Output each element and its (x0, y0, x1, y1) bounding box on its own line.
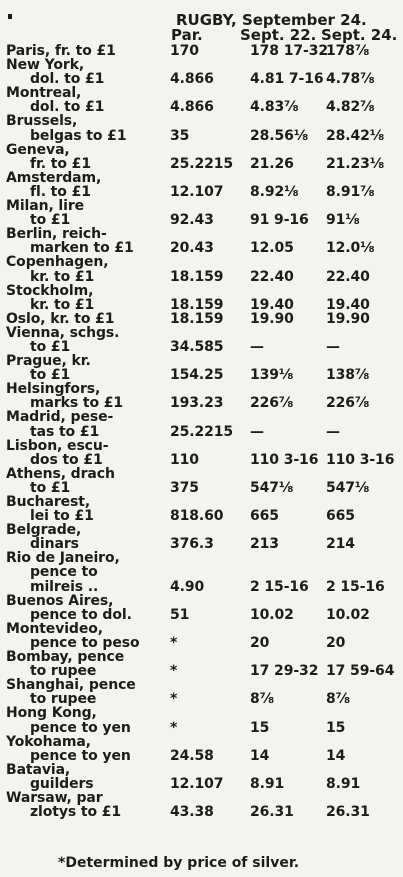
rate-row (0, 706, 403, 734)
currency-label: to rupee (30, 691, 97, 708)
par-value: 170 (170, 43, 199, 59)
exchange-rate-table (0, 44, 403, 819)
sept24-value: 21.23⅛ (326, 155, 385, 172)
column-header-sept24: Sept. 24. (321, 26, 398, 44)
rate-row (0, 227, 403, 255)
rate-row-line (0, 763, 403, 777)
currency-label: pence to (30, 564, 98, 581)
rate-row (0, 763, 403, 791)
sept22-value: 665 (250, 508, 279, 525)
rate-row-line (0, 749, 403, 763)
par-value: 376.3 (170, 536, 214, 553)
rate-row-line (0, 622, 403, 636)
rate-row-line (0, 382, 403, 396)
currency-label: Oslo, kr. to £1 (6, 310, 115, 327)
rate-row-line (0, 439, 403, 453)
rate-row-line (0, 425, 403, 439)
par-value: 154.25 (170, 367, 224, 384)
sept24-value: 2 15-16 (326, 578, 385, 595)
sept24-value: 91⅛ (326, 212, 360, 229)
sept24-value: 10.02 (326, 606, 370, 623)
currency-label: Copenhagen, (6, 254, 109, 271)
currency-label: Rio de Janeiro, (6, 550, 120, 567)
sept22-value: 8⅞ (250, 691, 275, 708)
currency-label: to rupee (30, 663, 97, 680)
rate-row-line (0, 467, 403, 481)
currency-label: Yokohama, (6, 733, 91, 750)
sept22-value: 28.56⅛ (250, 127, 309, 144)
par-value: * (170, 634, 178, 651)
sept24-value: 19.40 (326, 296, 370, 313)
sept24-value: 17 59-64 (326, 663, 395, 680)
sept22-value: 8.91 (250, 775, 285, 792)
currency-label: Shanghai, pence (6, 677, 136, 694)
par-value: 12.107 (170, 775, 224, 792)
rate-row-line (0, 58, 403, 72)
sept24-value: 26.31 (326, 804, 370, 821)
sept24-value: 20 (326, 634, 346, 651)
sept22-value: 8.92⅛ (250, 183, 299, 200)
currency-label: Montreal, (6, 85, 82, 102)
currency-label: marken to £1 (30, 240, 134, 257)
rate-row-line (0, 326, 403, 340)
par-value: 110 (170, 451, 199, 468)
sept24-value: 19.90 (326, 310, 370, 327)
rate-row (0, 523, 403, 551)
currency-label: dinars (30, 536, 79, 553)
par-value: 35 (170, 127, 190, 144)
currency-label: lei to £1 (30, 508, 94, 525)
rate-row-line (0, 721, 403, 735)
currency-label: Geneva, (6, 141, 70, 158)
rate-row-line (0, 284, 403, 298)
rate-row-line (0, 608, 403, 622)
rate-row-line (0, 664, 403, 678)
sept24-value: 4.78⅞ (326, 71, 375, 88)
sept24-value: 12.0⅛ (326, 240, 375, 257)
sept22-value: 226⅞ (250, 395, 294, 412)
rate-row (0, 86, 403, 114)
currency-label: fr. to £1 (30, 155, 91, 172)
rate-row (0, 143, 403, 171)
currency-label: pence to peso (30, 634, 140, 651)
par-value: 375 (170, 479, 199, 496)
rate-row (0, 650, 403, 678)
sept24-value: 226⅞ (326, 395, 370, 412)
rate-row-line (0, 241, 403, 255)
rate-row-line (0, 255, 403, 269)
sept22-value: 139⅛ (250, 367, 294, 384)
sept22-value: 26.31 (250, 804, 294, 821)
rate-row-line (0, 129, 403, 143)
currency-label: Prague, kr. (6, 353, 91, 370)
currency-label: fl. to £1 (30, 183, 91, 200)
sept24-value: 138⅞ (326, 367, 370, 384)
rate-row-line (0, 340, 403, 354)
rate-row (0, 171, 403, 199)
currency-label: dol. to £1 (30, 71, 105, 88)
currency-label: marks to £1 (30, 395, 124, 412)
currency-label: Amsterdam, (6, 169, 102, 186)
rate-row-line (0, 706, 403, 720)
rate-row (0, 735, 403, 763)
par-value: * (170, 691, 178, 708)
currency-label: Athens, drach (6, 465, 115, 482)
sept22-value: 19.90 (250, 310, 294, 327)
rate-row-line (0, 227, 403, 241)
currency-label: kr. to £1 (30, 268, 95, 285)
rate-row (0, 312, 403, 326)
sept24-value: 178⅞ (326, 43, 370, 59)
sept22-value: 20 (250, 634, 270, 651)
rate-row-line (0, 157, 403, 171)
rate-row (0, 255, 403, 283)
rate-row (0, 199, 403, 227)
rate-row (0, 495, 403, 523)
sept22-value: 213 (250, 536, 279, 553)
currency-label: to £1 (30, 367, 71, 384)
currency-label: dol. to £1 (30, 99, 105, 116)
par-value: 18.159 (170, 296, 224, 313)
sept22-value: 4.83⅞ (250, 99, 299, 116)
sept22-value: 10.02 (250, 606, 294, 623)
sept24-value: 547⅛ (326, 479, 370, 496)
rate-row-line (0, 185, 403, 199)
currency-label: belgas to £1 (30, 127, 127, 144)
rate-row-line (0, 312, 403, 326)
currency-label: Brussels, (6, 113, 78, 130)
par-value: * (170, 663, 178, 680)
par-value: 4.866 (170, 99, 214, 116)
rate-row-line (0, 565, 403, 579)
footnote: *Determined by price of silver. (58, 855, 300, 871)
currency-label: Vienna, schgs. (6, 324, 120, 341)
currency-label: Milan, lire (6, 198, 85, 215)
rate-row-line (0, 805, 403, 819)
rate-row (0, 284, 403, 312)
rate-row-line (0, 72, 403, 86)
sept24-value: 28.42⅛ (326, 127, 385, 144)
sept22-value: — (250, 338, 264, 355)
sept22-value: 2 15-16 (250, 578, 309, 595)
rate-row (0, 44, 403, 58)
currency-label: to £1 (30, 212, 71, 229)
par-value: 12.107 (170, 183, 224, 200)
rate-row-line (0, 114, 403, 128)
currency-label: kr. to £1 (30, 296, 95, 313)
par-value: 193.23 (170, 395, 224, 412)
currency-label: Hong Kong, (6, 705, 97, 722)
column-header-sept22: Sept. 22. (240, 26, 317, 44)
rate-row-line (0, 495, 403, 509)
currency-label: milreis .. (30, 578, 99, 595)
sept22-value: 12.05 (250, 240, 294, 257)
currency-label: Stockholm, (6, 282, 94, 299)
sept22-value: 17 29-32 (250, 663, 319, 680)
rate-row-line (0, 410, 403, 424)
par-value: 4.90 (170, 578, 205, 595)
par-value: 24.58 (170, 747, 214, 764)
rate-row-line (0, 650, 403, 664)
rate-row-line (0, 636, 403, 650)
par-value: 51 (170, 606, 190, 623)
rate-row-line (0, 735, 403, 749)
rate-row-line (0, 481, 403, 495)
rate-row-line (0, 354, 403, 368)
sept22-value: 19.40 (250, 296, 294, 313)
par-value: 25.2215 (170, 423, 234, 440)
rate-row-line (0, 199, 403, 213)
par-value: 34.585 (170, 338, 224, 355)
rate-row-line (0, 143, 403, 157)
currency-label: zlotys to £1 (30, 804, 122, 821)
currency-label: pence to yen (30, 747, 131, 764)
bullet-mark (8, 14, 12, 19)
sept24-value: 4.82⅞ (326, 99, 375, 116)
rate-row (0, 594, 403, 622)
currency-label: Buenos Aires, (6, 592, 114, 609)
rate-row-line (0, 213, 403, 227)
currency-label: Berlin, reich- (6, 226, 107, 243)
rate-row-line (0, 692, 403, 706)
par-value: 20.43 (170, 240, 214, 257)
rate-row-line (0, 86, 403, 100)
sept22-value: 547⅛ (250, 479, 294, 496)
rate-row (0, 354, 403, 382)
currency-label: guilders (30, 775, 94, 792)
currency-label: New York, (6, 57, 85, 74)
rate-row (0, 326, 403, 354)
currency-label: pence to yen (30, 719, 131, 736)
sept24-value: 22.40 (326, 268, 370, 285)
sept22-value: 91 9-16 (250, 212, 309, 229)
currency-label: Helsingfors, (6, 381, 101, 398)
sept24-value: 665 (326, 508, 355, 525)
rate-row-line (0, 44, 403, 58)
rate-row-line (0, 551, 403, 565)
rate-row (0, 410, 403, 438)
par-value: 25.2215 (170, 155, 234, 172)
par-value: 18.159 (170, 268, 224, 285)
sept24-value: 214 (326, 536, 355, 553)
rate-row-line (0, 594, 403, 608)
rate-row-line (0, 270, 403, 284)
rate-row (0, 58, 403, 86)
currency-label: to £1 (30, 338, 71, 355)
rate-row-line (0, 580, 403, 594)
currency-label: to £1 (30, 479, 71, 496)
sept22-value: — (250, 423, 264, 440)
rate-row (0, 622, 403, 650)
rate-row-line (0, 368, 403, 382)
currency-label: Paris, fr. to £1 (6, 43, 116, 59)
sept22-value: 178 17-32 (250, 43, 328, 59)
currency-label: Belgrade, (6, 522, 82, 539)
rate-row (0, 791, 403, 819)
rate-row-line (0, 171, 403, 185)
rate-row-line (0, 453, 403, 467)
sept24-value: — (326, 423, 340, 440)
par-value: 43.38 (170, 804, 214, 821)
currency-label: tas to £1 (30, 423, 100, 440)
par-value: 4.866 (170, 71, 214, 88)
currency-label: dos to £1 (30, 451, 103, 468)
par-value: 18.159 (170, 310, 224, 327)
currency-label: Bucharest, (6, 494, 91, 510)
sept22-value: 15 (250, 719, 270, 736)
rate-row (0, 439, 403, 467)
currency-label: Warsaw, par (6, 789, 103, 806)
rate-row (0, 551, 403, 593)
rate-row-line (0, 298, 403, 312)
currency-label: Madrid, pese- (6, 409, 114, 426)
rate-row (0, 467, 403, 495)
rate-row-line (0, 537, 403, 551)
rate-row (0, 114, 403, 142)
sept24-value: 8.91⅞ (326, 183, 375, 200)
rate-row-line (0, 678, 403, 692)
sept24-value: — (326, 338, 340, 355)
sept24-value: 110 3-16 (326, 451, 395, 468)
par-value: 92.43 (170, 212, 214, 229)
rate-row (0, 382, 403, 410)
rate-row-line (0, 791, 403, 805)
currency-label: Montevideo, (6, 620, 103, 637)
sept24-value: 8⅞ (326, 691, 351, 708)
sept24-value: 8.91 (326, 775, 361, 792)
rate-row-line (0, 509, 403, 523)
sept22-value: 110 3-16 (250, 451, 319, 468)
rate-row-line (0, 777, 403, 791)
rate-row (0, 678, 403, 706)
par-value: 818.60 (170, 508, 224, 525)
sept24-value: 14 (326, 747, 346, 764)
rate-row-line (0, 100, 403, 114)
column-header-par: Par. (171, 26, 203, 44)
sept22-value: 22.40 (250, 268, 294, 285)
par-value: * (170, 719, 178, 736)
sept22-value: 14 (250, 747, 270, 764)
sept24-value: 15 (326, 719, 346, 736)
currency-label: Lisbon, escu- (6, 437, 109, 454)
currency-label: pence to dol. (30, 606, 132, 623)
currency-label: Bombay, pence (6, 649, 125, 666)
currency-label: Batavia, (6, 761, 71, 778)
page-title: RUGBY, September 24. (176, 11, 367, 29)
sept22-value: 21.26 (250, 155, 294, 172)
rate-row-line (0, 523, 403, 537)
sept22-value: 4.81 7-16 (250, 71, 324, 88)
rate-row-line (0, 396, 403, 410)
